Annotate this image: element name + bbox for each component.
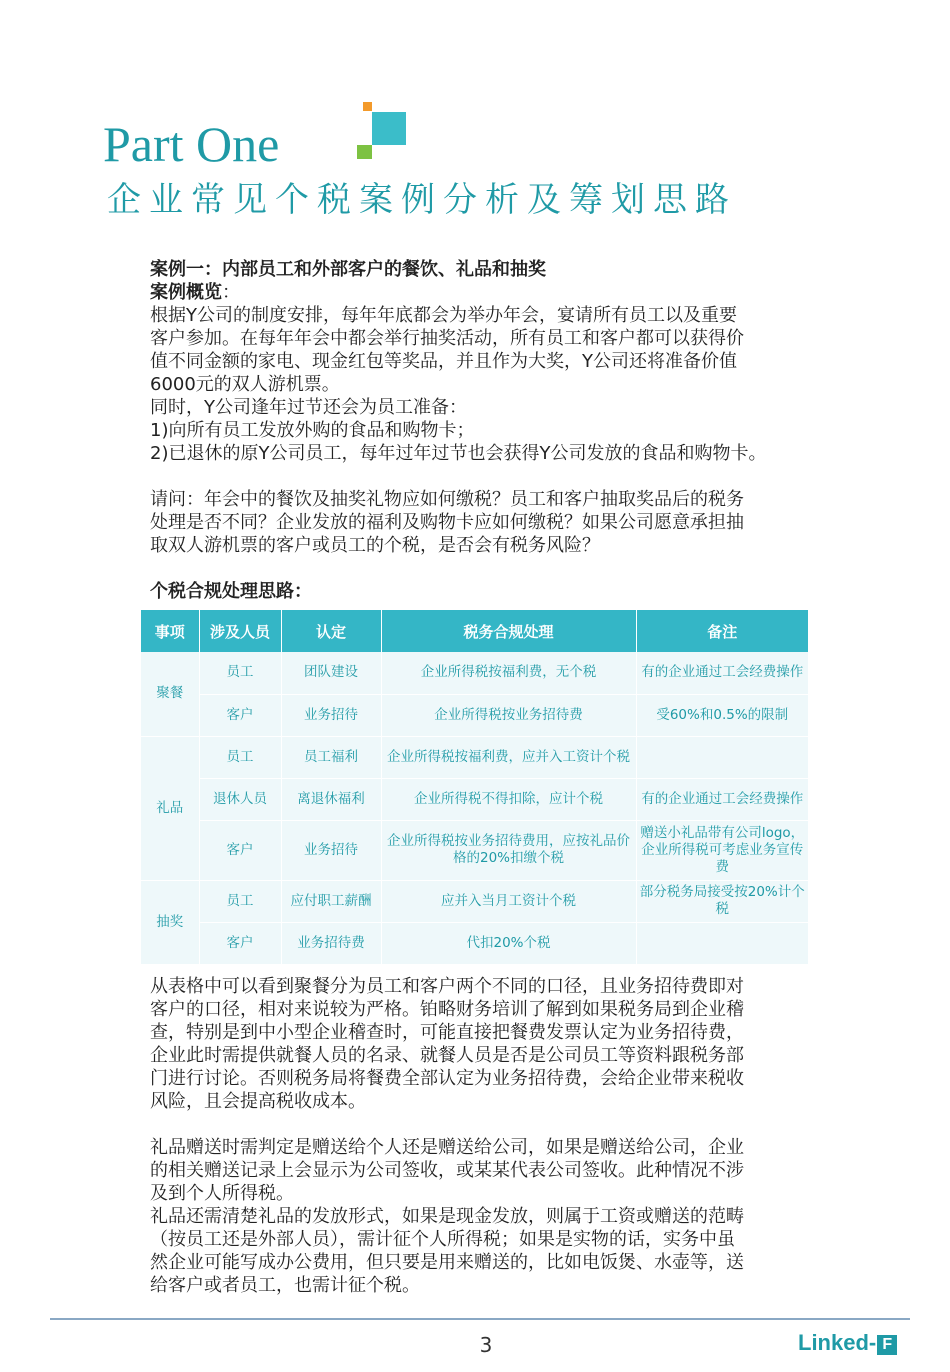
type-cell: 团队建设 [281,652,381,694]
table-header-row [141,610,808,652]
page-number: 3 [479,1333,493,1357]
overview-line: 同时，Y公司逢年过节还会为员工准备： [150,397,467,418]
overview-line: 2)已退休的原Y公司员工，每年过年过节也会获得Y公司发放的食品和购物卡。 [150,443,767,464]
analysis-line: 从表格中可以看到聚餐分为员工和客户两个不同的口径，且业务招待费即对 [150,976,744,997]
brand-box: F [877,1335,897,1355]
person-cell: 客户 [199,694,281,736]
note-cell: 赠送小礼品带有公司logo，企业所得税可考虑业务宣传费 [636,820,808,880]
note-cell: 受60%和0.5%的限制 [636,694,808,736]
table-header: 税务合规处理 [381,610,636,652]
overview-line: 客户参加。在每年年会中都会举行抽奖活动，所有员工和客户都可以获得价 [150,328,744,349]
table-header: 备注 [636,610,808,652]
note-cell: 部分税务局接受按20%计个税 [636,880,808,922]
analysis-line: 风险，且会提高税收成本。 [150,1091,366,1112]
type-cell: 业务招待 [281,820,381,880]
type-cell: 业务招待 [281,694,381,736]
table-row [141,652,808,694]
table-row [141,922,808,964]
analysis-line: （按员工还是外部人员），需计征个人所得税；如果是实物的话，实务中虽 [150,1229,735,1250]
person-cell: 退休人员 [199,778,281,820]
question-line: 取双人游机票的客户或员工的个税，是否会有税务风险？ [150,535,600,556]
analysis-line: 企业此时需提供就餐人员的名录、就餐人员是否是公司员工等资料跟税务部 [150,1045,744,1066]
treatment-cell: 企业所得税不得扣除，应计个税 [381,778,636,820]
part-title: Part One [103,116,280,172]
treatment-cell: 企业所得税按福利费，无个税 [381,652,636,694]
table-row [141,736,808,778]
overview-line: 值不同金额的家电、现金红包等奖品，并且作为大奖，Y公司还将准备价值 [150,351,737,372]
table-row [141,778,808,820]
analysis-line: 门进行讨论。否则税务局将餐费全部认定为业务招待费，会给企业带来税收 [150,1068,744,1089]
item-cell: 聚餐 [141,652,199,736]
brand-text: Linked- [798,1330,877,1355]
type-cell: 离退休福利 [281,778,381,820]
table-header: 认定 [281,610,381,652]
note-cell [636,736,808,778]
treatment-cell: 应并入当月工资计个税 [381,880,636,922]
question-line: 请问：年会中的餐饮及抽奖礼物应如何缴税？员工和客户抽取奖品后的税务 [150,489,744,510]
type-cell: 业务招待费 [281,922,381,964]
case-title: 案例一：内部员工和外部客户的餐饮、礼品和抽奖 [150,259,546,280]
case-overview-heading [150,281,810,304]
question-line: 处理是否不同？企业发放的福利及购物卡应如何缴税？如果公司愿意承担抽 [150,512,744,533]
type-cell: 员工福利 [281,736,381,778]
person-cell: 客户 [199,820,281,880]
analysis-line: 然企业可能写成办公费用，但只要是用来赠送的，比如电饭煲、水壶等，送 [150,1252,744,1273]
table-header: 事项 [141,610,199,652]
case-content [150,258,810,603]
overview-line: 根据Y公司的制度安排，每年年底都会为举办年会，宴请所有员工以及重要 [150,305,737,326]
table-row [141,694,808,736]
person-cell: 员工 [199,880,281,922]
decorative-square-green [357,145,372,159]
table-header: 涉及人员 [199,610,281,652]
overview-colon: ： [222,282,240,303]
analysis-line: 查，特别是到中小型企业稽查时，可能直接把餐费发票认定为业务招待费， [150,1022,744,1043]
compliance-heading: 个税合规处理思路： [150,581,312,602]
table-row [141,880,808,922]
note-cell: 有的企业通过工会经费操作 [636,652,808,694]
tax-compliance-table [141,610,808,965]
analysis-content [150,975,810,1297]
note-cell [636,922,808,964]
person-cell: 员工 [199,652,281,694]
decorative-square-orange [363,102,372,111]
section-subtitle: 企业常见个税案例分析及筹划思路 [107,180,737,220]
type-cell: 应付职工薪酬 [281,880,381,922]
treatment-cell: 代扣20%个税 [381,922,636,964]
analysis-line: 客户的口径，相对来说较为严格。铂略财务培训了解到如果税务局到企业稽 [150,999,744,1020]
note-cell: 有的企业通过工会经费操作 [636,778,808,820]
decorative-square-teal [372,112,406,145]
person-cell: 客户 [199,922,281,964]
item-cell: 抽奖 [141,880,199,964]
footer-divider [50,1318,910,1320]
analysis-line: 礼品还需清楚礼品的发放形式，如果是现金发放，则属于工资或赠送的范畴 [150,1206,744,1227]
person-cell: 员工 [199,736,281,778]
treatment-cell: 企业所得税按业务招待费 [381,694,636,736]
overview-line: 6000元的双人游机票。 [150,374,340,395]
overview-label: 案例概览 [150,282,222,303]
analysis-line: 及到个人所得税。 [150,1183,294,1204]
brand-logo [798,1330,897,1356]
table-row [141,820,808,880]
treatment-cell: 企业所得税按业务招待费用，应按礼品价格的20%扣缴个税 [381,820,636,880]
treatment-cell: 企业所得税按福利费，应并入工资计个税 [381,736,636,778]
analysis-line: 礼品赠送时需判定是赠送给个人还是赠送给公司，如果是赠送给公司，企业 [150,1137,744,1158]
item-cell: 礼品 [141,736,199,880]
overview-line: 1)向所有员工发放外购的食品和购物卡； [150,420,475,441]
analysis-line: 给客户或者员工，也需计征个税。 [150,1275,420,1296]
analysis-line: 的相关赠送记录上会显示为公司签收，或某某代表公司签收。此种情况不涉 [150,1160,744,1181]
